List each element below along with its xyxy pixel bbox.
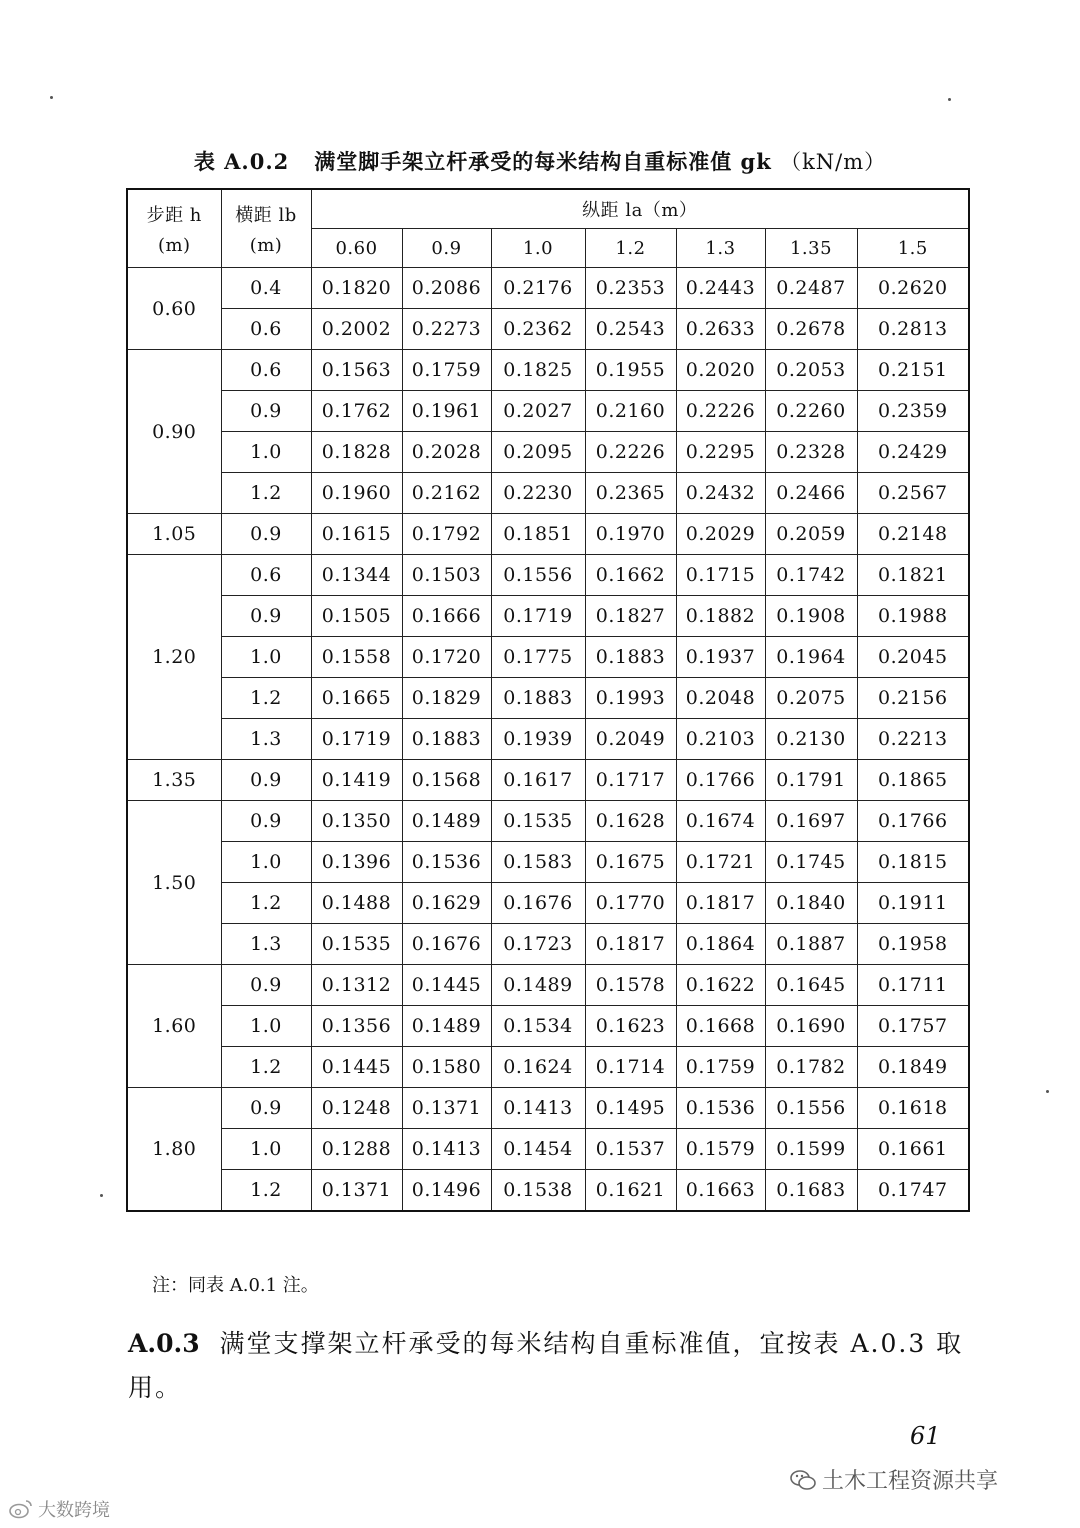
table-row (127, 1170, 969, 1212)
value-cell: 0.1960 (311, 473, 402, 514)
step-cell: 1.50 (127, 801, 221, 965)
transverse-cell: 0.9 (221, 801, 311, 842)
value-cell: 0.1782 (765, 1047, 857, 1088)
step-header-label: 步距 h (146, 205, 202, 226)
step-cell: 1.20 (127, 555, 221, 760)
value-cell: 0.2075 (765, 678, 857, 719)
value-cell: 0.1580 (402, 1047, 491, 1088)
value-cell: 0.2359 (857, 391, 969, 432)
table-row (127, 391, 969, 432)
table-caption (0, 146, 1080, 176)
transverse-cell: 0.9 (221, 391, 311, 432)
table-row (127, 801, 969, 842)
value-cell: 0.1757 (857, 1006, 969, 1047)
table-row (127, 350, 969, 391)
step-header-unit: (m) (157, 235, 191, 256)
value-cell: 0.1911 (857, 883, 969, 924)
transverse-cell: 0.9 (221, 1088, 311, 1129)
table-row (127, 1088, 969, 1129)
value-cell: 0.2049 (585, 719, 676, 760)
table-row (127, 268, 969, 309)
value-cell: 0.1690 (765, 1006, 857, 1047)
value-cell: 0.1445 (311, 1047, 402, 1088)
value-cell: 0.1579 (676, 1129, 765, 1170)
watermark-right (790, 1464, 998, 1495)
value-cell: 0.1538 (491, 1170, 585, 1212)
longitudinal-header: 纵距 la（m） (311, 189, 969, 229)
value-cell: 0.1356 (311, 1006, 402, 1047)
step-cell: 1.80 (127, 1088, 221, 1212)
value-cell: 0.1628 (585, 801, 676, 842)
value-cell: 0.1883 (402, 719, 491, 760)
value-cell: 0.2059 (765, 514, 857, 555)
value-cell: 0.1668 (676, 1006, 765, 1047)
value-cell: 0.1937 (676, 637, 765, 678)
value-cell: 0.1622 (676, 965, 765, 1006)
value-cell: 0.1828 (311, 432, 402, 473)
value-cell: 0.1534 (491, 1006, 585, 1047)
value-cell: 0.1717 (585, 760, 676, 801)
value-cell: 0.1821 (857, 555, 969, 596)
value-cell: 0.1721 (676, 842, 765, 883)
table-row (127, 760, 969, 801)
value-cell: 0.2487 (765, 268, 857, 309)
value-cell: 0.1820 (311, 268, 402, 309)
value-cell: 0.2365 (585, 473, 676, 514)
table-row (127, 309, 969, 350)
table-row (127, 678, 969, 719)
value-cell: 0.1505 (311, 596, 402, 637)
transverse-cell: 0.6 (221, 309, 311, 350)
value-cell: 0.2230 (491, 473, 585, 514)
value-cell: 0.1723 (491, 924, 585, 965)
table-row (127, 965, 969, 1006)
value-cell: 0.1496 (402, 1170, 491, 1212)
value-cell: 0.1745 (765, 842, 857, 883)
table-row (127, 1006, 969, 1047)
value-cell: 0.1676 (491, 883, 585, 924)
value-cell: 0.1882 (676, 596, 765, 637)
value-cell: 0.2295 (676, 432, 765, 473)
table-row (127, 719, 969, 760)
value-cell: 0.2466 (765, 473, 857, 514)
value-cell: 0.1759 (676, 1047, 765, 1088)
value-cell: 0.2567 (857, 473, 969, 514)
value-cell: 0.1248 (311, 1088, 402, 1129)
value-cell: 0.1825 (491, 350, 585, 391)
self-weight-table (126, 188, 970, 1212)
value-cell: 0.1988 (857, 596, 969, 637)
table-row (127, 432, 969, 473)
step-cell: 1.35 (127, 760, 221, 801)
value-cell: 0.1537 (585, 1129, 676, 1170)
value-cell: 0.1371 (311, 1170, 402, 1212)
value-cell: 0.1288 (311, 1129, 402, 1170)
transverse-cell: 1.0 (221, 432, 311, 473)
value-cell: 0.2020 (676, 350, 765, 391)
value-cell: 0.1766 (676, 760, 765, 801)
value-cell: 0.1629 (402, 883, 491, 924)
table-row (127, 1047, 969, 1088)
table-row (127, 637, 969, 678)
value-cell: 0.1556 (491, 555, 585, 596)
value-cell: 0.2162 (402, 473, 491, 514)
transverse-cell: 1.0 (221, 637, 311, 678)
value-cell: 0.2620 (857, 268, 969, 309)
caption-title: 满堂脚手架立杆承受的每米结构自重标准值 gk (314, 149, 772, 174)
value-cell: 0.1665 (311, 678, 402, 719)
transverse-cell: 1.0 (221, 1006, 311, 1047)
value-cell: 0.1624 (491, 1047, 585, 1088)
transverse-cell: 0.9 (221, 965, 311, 1006)
value-cell: 0.1964 (765, 637, 857, 678)
transverse-cell: 1.0 (221, 842, 311, 883)
table-row (127, 924, 969, 965)
value-cell: 0.2148 (857, 514, 969, 555)
value-cell: 0.1675 (585, 842, 676, 883)
value-cell: 0.1775 (491, 637, 585, 678)
value-cell: 0.1714 (585, 1047, 676, 1088)
value-cell: 0.1961 (402, 391, 491, 432)
value-cell: 0.1849 (857, 1047, 969, 1088)
value-cell: 0.2029 (676, 514, 765, 555)
transverse-header-unit: (m) (249, 235, 283, 256)
value-cell: 0.2002 (311, 309, 402, 350)
transverse-cell: 1.3 (221, 924, 311, 965)
value-cell: 0.1350 (311, 801, 402, 842)
value-cell: 0.2103 (676, 719, 765, 760)
value-cell: 0.2160 (585, 391, 676, 432)
value-cell: 0.1344 (311, 555, 402, 596)
value-cell: 0.1817 (676, 883, 765, 924)
value-cell: 0.1829 (402, 678, 491, 719)
value-cell: 0.1955 (585, 350, 676, 391)
value-cell: 0.2362 (491, 309, 585, 350)
transverse-cell: 0.6 (221, 350, 311, 391)
value-cell: 0.1883 (491, 678, 585, 719)
value-cell: 0.1815 (857, 842, 969, 883)
value-cell: 0.2678 (765, 309, 857, 350)
value-cell: 0.2429 (857, 432, 969, 473)
value-cell: 0.1742 (765, 555, 857, 596)
value-cell: 0.1489 (402, 1006, 491, 1047)
weibo-icon (8, 1498, 34, 1520)
la-header-cell: 1.35 (765, 229, 857, 268)
value-cell: 0.2045 (857, 637, 969, 678)
value-cell: 0.2095 (491, 432, 585, 473)
value-cell: 0.1697 (765, 801, 857, 842)
transverse-cell: 1.3 (221, 719, 311, 760)
caption-unit: （kN/m） (780, 150, 887, 174)
value-cell: 0.1583 (491, 842, 585, 883)
value-cell: 0.2443 (676, 268, 765, 309)
clause-text: 满堂支撑架立杆承受的每米结构自重标准值，宜按表 A.0.3 取用。 (128, 1329, 964, 1402)
value-cell: 0.1958 (857, 924, 969, 965)
transverse-cell: 0.6 (221, 555, 311, 596)
scan-speck (1046, 1090, 1049, 1093)
value-cell: 0.1535 (311, 924, 402, 965)
value-cell: 0.1661 (857, 1129, 969, 1170)
value-cell: 0.1621 (585, 1170, 676, 1212)
page-number: 61 (910, 1422, 941, 1450)
value-cell: 0.1536 (402, 842, 491, 883)
value-cell: 0.1720 (402, 637, 491, 678)
value-cell: 0.1445 (402, 965, 491, 1006)
value-cell: 0.1759 (402, 350, 491, 391)
value-cell: 0.1864 (676, 924, 765, 965)
value-cell: 0.1970 (585, 514, 676, 555)
transverse-header-label: 横距 lb (235, 205, 297, 226)
value-cell: 0.1674 (676, 801, 765, 842)
step-cell: 0.90 (127, 350, 221, 514)
value-cell: 0.1715 (676, 555, 765, 596)
transverse-cell: 1.2 (221, 678, 311, 719)
transverse-cell: 0.9 (221, 514, 311, 555)
header-row-1 (127, 189, 969, 229)
la-header-cell: 0.9 (402, 229, 491, 268)
value-cell: 0.1827 (585, 596, 676, 637)
table-row (127, 514, 969, 555)
value-cell: 0.1558 (311, 637, 402, 678)
table-row (127, 555, 969, 596)
value-cell: 0.1865 (857, 760, 969, 801)
transverse-cell: 0.9 (221, 596, 311, 637)
value-cell: 0.1792 (402, 514, 491, 555)
value-cell: 0.2328 (765, 432, 857, 473)
value-cell: 0.1770 (585, 883, 676, 924)
value-cell: 0.2633 (676, 309, 765, 350)
table-row (127, 473, 969, 514)
scan-speck (50, 96, 53, 99)
value-cell: 0.1683 (765, 1170, 857, 1212)
transverse-cell: 0.9 (221, 760, 311, 801)
value-cell: 0.1883 (585, 637, 676, 678)
value-cell: 0.2176 (491, 268, 585, 309)
value-cell: 0.1851 (491, 514, 585, 555)
value-cell: 0.2028 (402, 432, 491, 473)
value-cell: 0.1312 (311, 965, 402, 1006)
transverse-cell: 1.2 (221, 1170, 311, 1212)
transverse-header (221, 189, 311, 268)
value-cell: 0.1568 (402, 760, 491, 801)
transverse-cell: 1.2 (221, 1047, 311, 1088)
step-cell: 0.60 (127, 268, 221, 350)
table-row (127, 596, 969, 637)
value-cell: 0.2027 (491, 391, 585, 432)
scan-speck (948, 98, 951, 101)
transverse-cell: 0.4 (221, 268, 311, 309)
table-row (127, 1129, 969, 1170)
table-note: 注：同表 A.0.1 注。 (152, 1275, 319, 1296)
la-header-cell: 1.0 (491, 229, 585, 268)
table-row (127, 842, 969, 883)
value-cell: 0.1413 (491, 1088, 585, 1129)
value-cell: 0.2226 (676, 391, 765, 432)
value-cell: 0.2053 (765, 350, 857, 391)
value-cell: 0.1666 (402, 596, 491, 637)
scan-speck (100, 1194, 103, 1197)
value-cell: 0.2048 (676, 678, 765, 719)
value-cell: 0.1791 (765, 760, 857, 801)
value-cell: 0.1676 (402, 924, 491, 965)
value-cell: 0.2226 (585, 432, 676, 473)
value-cell: 0.1645 (765, 965, 857, 1006)
value-cell: 0.1495 (585, 1088, 676, 1129)
value-cell: 0.2151 (857, 350, 969, 391)
value-cell: 0.1488 (311, 883, 402, 924)
value-cell: 0.1536 (676, 1088, 765, 1129)
clause-number: A.0.3 (128, 1329, 200, 1358)
value-cell: 0.1489 (491, 965, 585, 1006)
value-cell: 0.1419 (311, 760, 402, 801)
value-cell: 0.1618 (857, 1088, 969, 1129)
la-header-cell: 1.2 (585, 229, 676, 268)
la-header-cell: 0.60 (311, 229, 402, 268)
value-cell: 0.1817 (585, 924, 676, 965)
watermark-left (8, 1496, 110, 1522)
value-cell: 0.2353 (585, 268, 676, 309)
step-cell: 1.05 (127, 514, 221, 555)
value-cell: 0.1503 (402, 555, 491, 596)
value-cell: 0.1747 (857, 1170, 969, 1212)
value-cell: 0.1840 (765, 883, 857, 924)
value-cell: 0.1578 (585, 965, 676, 1006)
wechat-icon (790, 1469, 816, 1491)
value-cell: 0.1939 (491, 719, 585, 760)
value-cell: 0.1615 (311, 514, 402, 555)
value-cell: 0.2213 (857, 719, 969, 760)
value-cell: 0.2130 (765, 719, 857, 760)
value-cell: 0.1489 (402, 801, 491, 842)
value-cell: 0.1908 (765, 596, 857, 637)
value-cell: 0.1887 (765, 924, 857, 965)
la-header-cell: 1.5 (857, 229, 969, 268)
value-cell: 0.1535 (491, 801, 585, 842)
transverse-cell: 1.2 (221, 883, 311, 924)
value-cell: 0.1993 (585, 678, 676, 719)
value-cell: 0.1396 (311, 842, 402, 883)
value-cell: 0.2813 (857, 309, 969, 350)
step-cell: 1.60 (127, 965, 221, 1088)
value-cell: 0.2156 (857, 678, 969, 719)
value-cell: 0.1766 (857, 801, 969, 842)
value-cell: 0.1762 (311, 391, 402, 432)
watermark-right-text: 土木工程资源共享 (822, 1469, 999, 1494)
value-cell: 0.2086 (402, 268, 491, 309)
value-cell: 0.1413 (402, 1129, 491, 1170)
value-cell: 0.2273 (402, 309, 491, 350)
transverse-cell: 1.2 (221, 473, 311, 514)
value-cell: 0.1563 (311, 350, 402, 391)
value-cell: 0.1719 (311, 719, 402, 760)
la-header-cell: 1.3 (676, 229, 765, 268)
caption-label: 表 A.0.2 (193, 149, 290, 174)
watermark-left-text: 大数跨境 (38, 1500, 110, 1521)
value-cell: 0.1663 (676, 1170, 765, 1212)
value-cell: 0.1662 (585, 555, 676, 596)
value-cell: 0.1719 (491, 596, 585, 637)
value-cell: 0.1371 (402, 1088, 491, 1129)
clause-paragraph (128, 1322, 988, 1410)
value-cell: 0.2260 (765, 391, 857, 432)
value-cell: 0.2543 (585, 309, 676, 350)
transverse-cell: 1.0 (221, 1129, 311, 1170)
value-cell: 0.1623 (585, 1006, 676, 1047)
value-cell: 0.2432 (676, 473, 765, 514)
value-cell: 0.1617 (491, 760, 585, 801)
table-row (127, 883, 969, 924)
value-cell: 0.1556 (765, 1088, 857, 1129)
value-cell: 0.1711 (857, 965, 969, 1006)
value-cell: 0.1454 (491, 1129, 585, 1170)
step-header (127, 189, 221, 268)
value-cell: 0.1599 (765, 1129, 857, 1170)
